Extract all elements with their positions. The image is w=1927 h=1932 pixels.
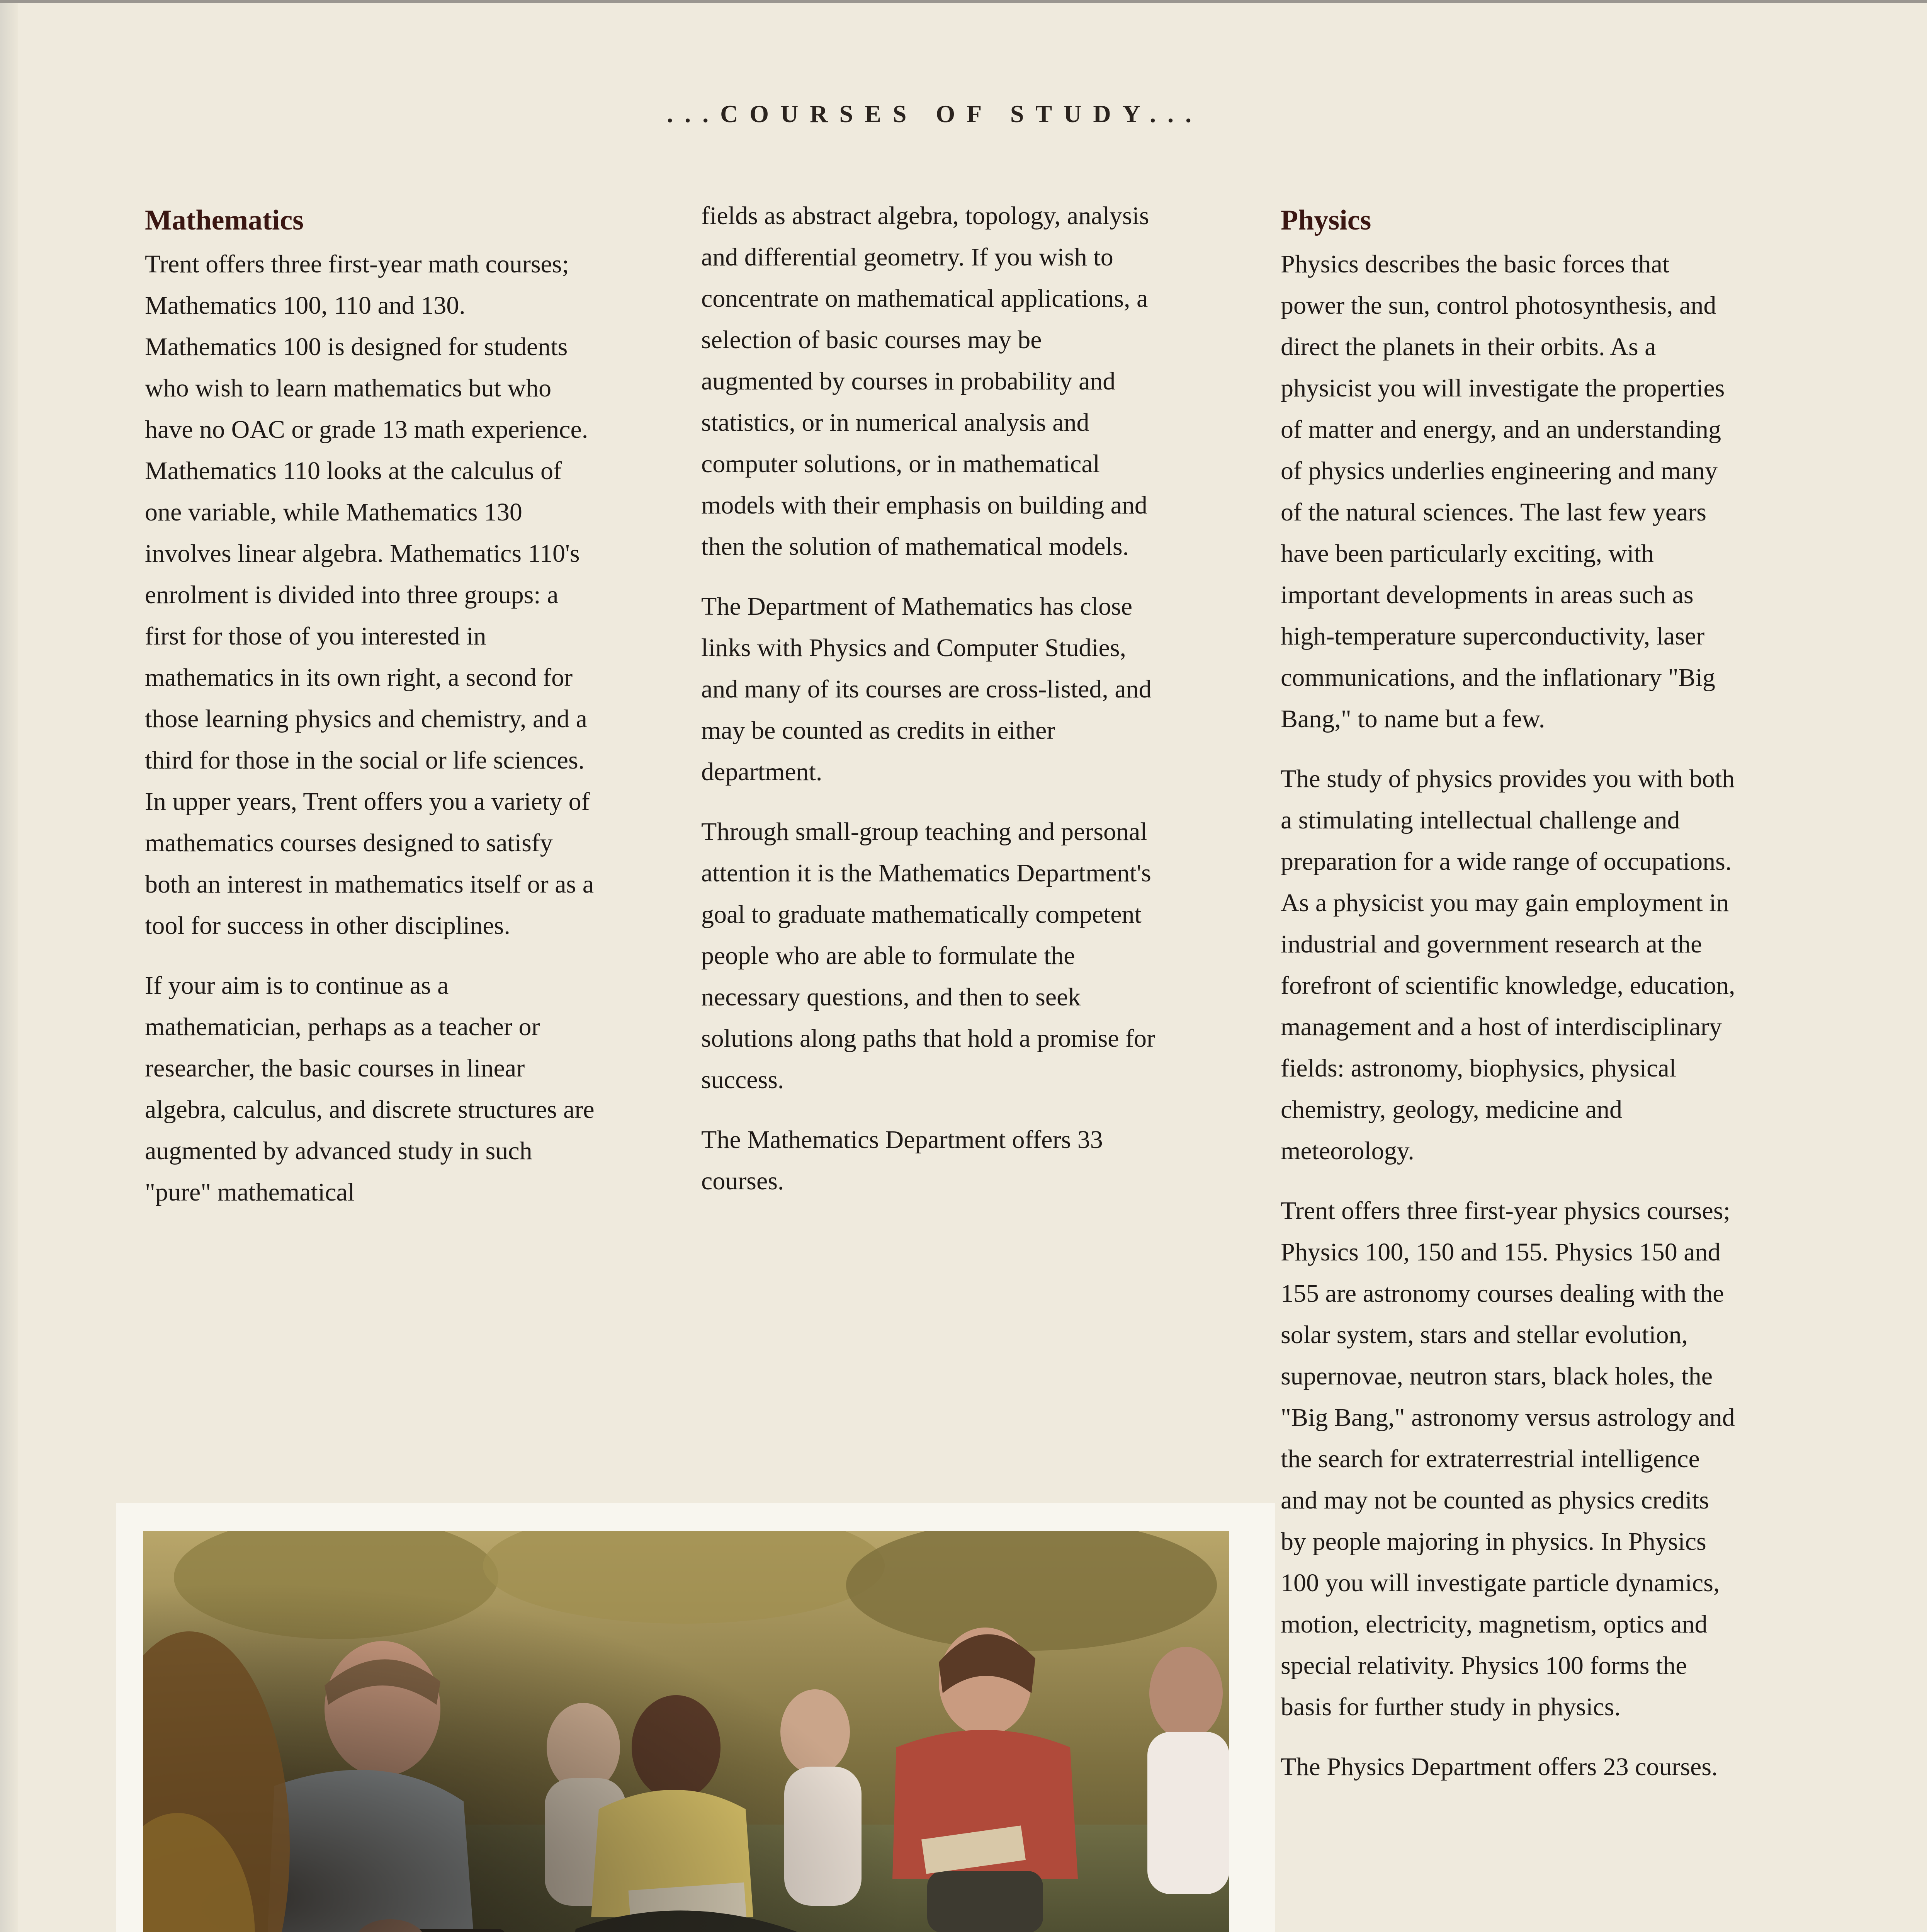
mathematics-paragraph-2: If your aim is to continue as a mathematician, perhaps as a teacher or researcher, the basic courses in linear algebra, calculus, and discrete structures are augmented by advanced study in such "pure" mathematical [145, 971, 595, 1206]
mathematics-continued-column [701, 195, 1157, 1220]
physics-paragraph-3: Trent offers three first-year physics courses; Physics 100, 150 and 155. Physics 150 and 155 are astronomy courses dealing with the solar system, stars and stellar evolution, supernovae, neutron stars, black holes, the "Big Bang," astronomy versus astrology and the search for extraterrestrial intelligence and may not be counted as physics credits by people majoring in physics. In Physics 100 you will investigate particle dynamics, motion, electricity, magnetism, optics and special relativity. Physics 100 forms the basis for further study in physics. [1281, 1197, 1735, 1721]
physics-column [1281, 201, 1737, 1806]
mathematics-heading: Mathematics [145, 204, 304, 236]
photo-frame [116, 1503, 1275, 1932]
mathematics-paragraph-4: The Department of Mathematics has close links with Physics and Computer Studies, and many of its courses are cross-listed, and may be counted as credits in either department. [701, 592, 1152, 786]
mathematics-paragraph-3: fields as abstract algebra, topology, analysis and differential geometry. If you wish to concentrate on mathematical applications, a selection of basic courses may be augmented by courses in probability and statistics, or in numerical analysis and computer solutions, or in mathematical models with their emphasis on building and then the solution of mathematical models. [701, 202, 1149, 561]
physics-paragraph-4: The Physics Department offers 23 courses. [1281, 1753, 1718, 1781]
mathematics-paragraph-5: Through small-group teaching and personal attention it is the Mathematics Department's goal to graduate mathematically competent people who are able to formulate the necessary questions, and then to seek solutions along paths that hold a promise for success. [701, 818, 1156, 1094]
mathematics-column [145, 201, 601, 1231]
physics-heading: Physics [1281, 204, 1371, 236]
physics-paragraph-2: The study of physics provides you with both a stimulating intellectual challenge and preparation for a wide range of occupations. As a physicist you may gain employment in industrial and government research at the forefront of scientific knowledge, education, management and a host of interdisciplinary fields: astronomy, biophysics, physical chemistry, geology, medicine and meteorology. [1281, 765, 1735, 1165]
physics-paragraph-1: Physics describes the basic forces that power the sun, control photosynthesis, and direct the planets in their orbits. As a physicist you will investigate the properties of matter and energy, and an understanding of physics underlies engineering and many of the natural sciences. The last few years have been particularly exciting, with important developments in areas such as high-temperature superconductivity, laser communications, and the inflationary "Big Bang," to name but a few. [1281, 250, 1725, 733]
running-head: ...COURSES OF STUDY... [667, 100, 1203, 128]
students-photo [143, 1531, 1229, 1932]
mathematics-paragraph-6: The Mathematics Department offers 33 courses. [701, 1126, 1103, 1195]
mathematics-paragraph-1: Trent offers three first-year math courses; Mathematics 100, 110 and 130. Mathematics 100 is designed for students who wish to learn mathematics but who have no OAC or grade 13 math experience. Mathematics 110 looks at the calculus of one variable, while Mathematics 130 involves linear algebra. Mathematics 110's enrolment is divided into three groups: a first for those of you interested in mathematics in its own right, a second for those learning physics and chemistry, and a third for those in the social or life sciences. In upper years, Trent offers you a variety of mathematics courses designed to satisfy both an interest in mathematics itself or as a tool for success in other disciplines. [145, 250, 594, 940]
page-edge [0, 0, 18, 1932]
top-rule [0, 0, 1927, 3]
